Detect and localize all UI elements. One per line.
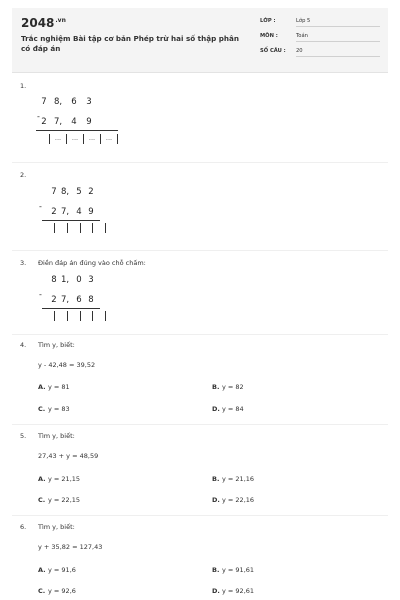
- q3-top-digit: 0: [76, 275, 82, 285]
- meta-class-key: LỚP :: [260, 18, 276, 24]
- q2-bottom-digit: 7,: [60, 207, 70, 217]
- option-text: y = 91,61: [222, 566, 255, 574]
- q1-top-digit: 8,: [53, 97, 63, 107]
- option-label: C.: [38, 587, 46, 595]
- q2-top-digit: 5: [76, 187, 82, 197]
- option-label: A.: [38, 566, 46, 574]
- q3-answer-box[interactable]: [67, 311, 80, 321]
- meta-count-value: 20: [296, 48, 380, 57]
- q2-answer-box[interactable]: [67, 223, 80, 233]
- option-text: y = 22,15: [48, 496, 81, 504]
- q1-top-digit: 6: [71, 97, 77, 107]
- q1-answer-box[interactable]: ...: [100, 134, 118, 144]
- separator: [12, 250, 388, 251]
- q1-top-digit: 3: [86, 97, 92, 107]
- q3-bottom-digit: 2: [51, 295, 57, 305]
- meta-class-value: Lớp 5: [296, 18, 380, 27]
- q4-option-b[interactable]: [212, 383, 244, 391]
- q2-bottom-digit: 4: [76, 207, 82, 217]
- q1-bottom-digit: 2: [41, 117, 47, 127]
- question-6-number: 6.: [20, 523, 27, 531]
- q2-minus-sign: -: [39, 202, 42, 211]
- q1-bottom-digit: 7,: [53, 117, 63, 127]
- question-3-text: Điền đáp án đúng vào chỗ chấm:: [38, 259, 146, 267]
- meta-count-key: SỐ CÂU :: [260, 48, 286, 54]
- question-5-text: Tìm y, biết:: [38, 432, 75, 440]
- q3-bottom-digit: 7,: [60, 295, 70, 305]
- q2-bottom-digit: 2: [51, 207, 57, 217]
- q2-top-digit: 8,: [60, 187, 70, 197]
- separator: [12, 162, 388, 163]
- q4-option-c[interactable]: [38, 405, 70, 413]
- option-label: A.: [38, 383, 46, 391]
- option-text: y = 91,6: [48, 566, 76, 574]
- q1-minus-sign: -: [37, 112, 40, 121]
- option-text: y = 81: [48, 383, 70, 391]
- option-label: D.: [212, 496, 220, 504]
- q6-option-c[interactable]: [38, 587, 76, 595]
- option-text: y = 21,16: [222, 475, 255, 483]
- question-5-equation: 27,43 + y = 48,59: [38, 452, 99, 460]
- q1-bottom-digit: 9: [86, 117, 92, 127]
- q2-answer-box[interactable]: [92, 223, 106, 233]
- question-2-calculation: [39, 187, 118, 237]
- option-text: y = 21,15: [48, 475, 81, 483]
- option-label: A.: [38, 475, 46, 483]
- meta-subject-value: Toán: [296, 33, 380, 42]
- q6-option-b[interactable]: [212, 566, 254, 574]
- question-4-number: 4.: [20, 341, 27, 349]
- q1-result-line: [36, 130, 118, 131]
- option-text: y = 92,61: [222, 587, 255, 595]
- q3-top-digit: 8: [51, 275, 57, 285]
- q3-result-line: [42, 308, 100, 309]
- q3-minus-sign: -: [39, 290, 42, 299]
- q3-bottom-digit: 6: [76, 295, 82, 305]
- q5-option-c[interactable]: [38, 496, 80, 504]
- option-label: B.: [212, 383, 220, 391]
- q5-option-a[interactable]: [38, 475, 80, 483]
- question-3-number: 3.: [20, 259, 27, 267]
- question-1-calculation: [38, 97, 128, 152]
- option-label: C.: [38, 405, 46, 413]
- option-text: y = 84: [222, 405, 244, 413]
- q4-option-a[interactable]: [38, 383, 70, 391]
- question-4-text: Tìm y, biết:: [38, 341, 75, 349]
- logo-sub: .vn: [55, 17, 66, 24]
- q1-answer-box[interactable]: ...: [49, 134, 66, 144]
- worksheet-header: [12, 8, 388, 73]
- option-text: y = 22,16: [222, 496, 255, 504]
- option-text: y = 92,6: [48, 587, 76, 595]
- q1-answer-box[interactable]: ...: [83, 134, 100, 144]
- q4-option-d[interactable]: [212, 405, 244, 413]
- logo-main: 2048: [21, 16, 55, 30]
- q2-top-digit: 2: [88, 187, 94, 197]
- option-label: B.: [212, 566, 220, 574]
- question-4-equation: y - 42,48 = 39,52: [38, 361, 96, 369]
- q5-option-d[interactable]: [212, 496, 254, 504]
- option-label: D.: [212, 587, 220, 595]
- question-1-number: 1.: [20, 82, 27, 90]
- option-text: y = 82: [222, 383, 244, 391]
- separator: [12, 424, 388, 425]
- q3-answer-box[interactable]: [54, 311, 67, 321]
- q2-answer-box[interactable]: [54, 223, 67, 233]
- option-label: B.: [212, 475, 220, 483]
- q1-bottom-digit: 4: [71, 117, 77, 127]
- separator: [12, 515, 388, 516]
- q3-answer-box[interactable]: [92, 311, 106, 321]
- q2-result-line: [42, 220, 100, 221]
- q6-option-d[interactable]: [212, 587, 254, 595]
- site-logo[interactable]: [21, 16, 66, 30]
- question-2-number: 2.: [20, 171, 27, 179]
- question-6-text: Tìm y, biết:: [38, 523, 75, 531]
- q3-top-digit: 3: [88, 275, 94, 285]
- question-3-calculation: [39, 275, 118, 325]
- q3-top-digit: 1,: [60, 275, 70, 285]
- option-label: D.: [212, 405, 220, 413]
- meta-subject-key: MÔN :: [260, 33, 278, 39]
- option-label: C.: [38, 496, 46, 504]
- q3-bottom-digit: 8: [88, 295, 94, 305]
- question-6-equation: y + 35,82 = 127,43: [38, 543, 103, 551]
- q5-option-b[interactable]: [212, 475, 254, 483]
- option-text: y = 83: [48, 405, 70, 413]
- q2-top-digit: 7: [51, 187, 57, 197]
- separator: [12, 334, 388, 335]
- q2-bottom-digit: 9: [88, 207, 94, 217]
- q1-answer-box[interactable]: ...: [66, 134, 83, 144]
- q1-top-digit: 7: [41, 97, 47, 107]
- worksheet-title: Trắc nghiệm Bài tập cơ bản Phép trừ hai số thập phân có đáp án: [21, 34, 239, 53]
- q6-option-a[interactable]: [38, 566, 76, 574]
- question-5-number: 5.: [20, 432, 27, 440]
